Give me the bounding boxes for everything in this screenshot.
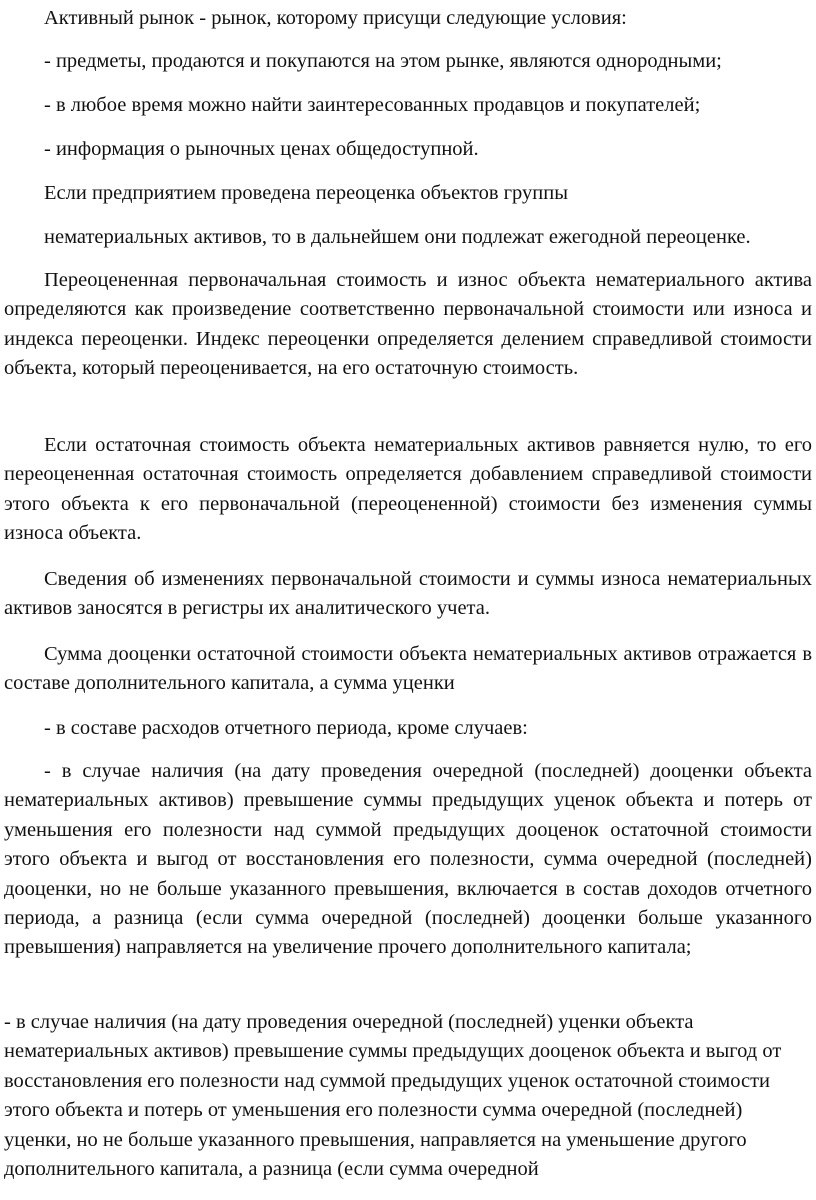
paragraph-case-markup: - в случае наличия (на дату проведения очередной (последней) дооценки объекта нематериальных активов) превышение суммы предыдущих уценок объекта и потерь от уменьшения его полезности над суммой предыдущих дооценок остаточной стоимости этого объекта и выгод от восстановления его полезности, сумма очередной (последней) дооценки, но не больше указанного превышения, включается в состав доходов отчетного периода, а разница (если сумма очередной (последней) дооценки больше указанного превышения) направляется на увеличение прочего дополнительного капитала; — [4, 760, 812, 959]
paragraph-revaluation-index: Переоцененная первоначальная стоимость и износ объекта нематериального актива определяются как произведение соответственно первоначальной стоимости или износа и индекса переоценки. Индекс переоценки определяется делением справедливой стоимости объекта, который переоценивается, на его остаточную стоимость. — [4, 269, 812, 380]
annual-revaluation-line: нематериальных активов, то в дальнейшем они подлежат ежегодной переоценке. — [44, 226, 751, 248]
condition-public-prices: - информация о рыночных ценах общедоступной. — [44, 138, 479, 160]
paragraph-zero-residual-value: Если остаточная стоимость объекта нематериальных активов равняется нулю, то его переоцененная остаточная стоимость определяется добавлением справедливой стоимости этого объекта к его первоначальной (переоцененной) стоимости без изменения суммы износа объекта. — [4, 434, 812, 545]
revaluation-group-line: Если предприятием проведена переоценка объектов группы — [44, 182, 568, 204]
paragraph-markup-markdown: Сумма дооценки остаточной стоимости объекта нематериальных активов отражается в составе дополнительного капитала, а сумма уценки — [4, 643, 812, 695]
paragraph-case-markdown: - в случае наличия (на дату проведения очередной (последней) уценки объекта нематериальных активов) превышение суммы предыдущих дооценок объекта и выгод от восстановления его полезности над суммой предыдущих уценок остаточной стоимости этого объекта и потерь от уменьшения его полезности сумма очередной (последней) уценки, но не больше указанного превышения, направляется на уменьшение другого дополнительного капитала, а разница (если сумма очередной — [4, 1011, 782, 1181]
condition-homogeneous-items: - предметы, продаются и покупаются на этом рынке, являются однородными; — [44, 50, 722, 72]
active-market-definition: Активный рынок - рынок, которому присущи следующие условия: — [44, 7, 627, 29]
condition-buyers-sellers: - в любое время можно найти заинтересованных продавцов и покупателей; — [44, 94, 701, 116]
paragraph-analytical-registers: Сведения об изменениях первоначальной стоимости и суммы износа нематериальных активов заносятся в регистры их аналитического учета. — [4, 568, 812, 620]
expenses-line: - в составе расходов отчетного периода, кроме случаев: — [44, 717, 528, 739]
